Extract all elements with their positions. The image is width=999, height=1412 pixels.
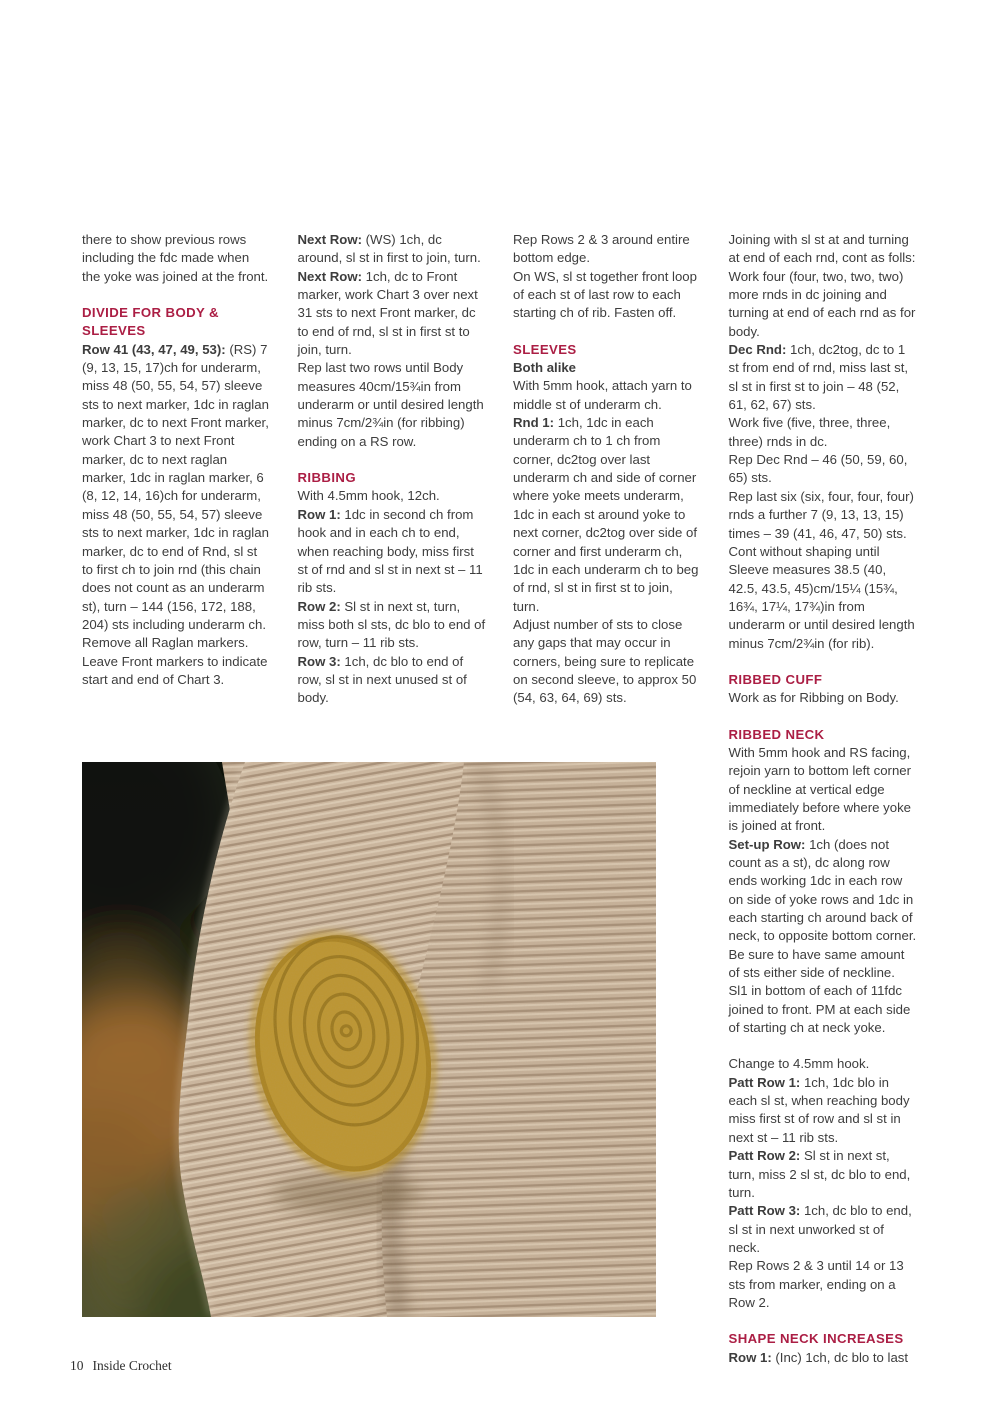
bold-run: Row 2: [297, 598, 345, 614]
text-run: With 5mm hook, attach yarn to middle st of underarm ch. [513, 378, 692, 412]
paragraph [729, 1257, 918, 1312]
text-run: (RS) 7 (9, 13, 15, 17)ch for underarm, miss 48 (50, 55, 54, 57) sleeve sts to next marker, 1dc in raglan marker, dc to next Front marker, work Chart 3 to next Front marker, dc to next raglan marker, 1dc in raglan marker, 6 (8, 12, 14, 16)ch for underarm, miss 48 (50, 55, 54, 57) sleeve sts to next marker, 1dc in raglan marker, dc to end of Rnd, sl st to first ch to join rnd (this chain does not count as an underarm st), turn – 144 (156, 172, 188, 204) sts including underarm ch. Remove all Raglan markers. Leave Front markers to indicate start and end of Chart 3. [82, 341, 269, 687]
bold-run: Row 1: [297, 506, 345, 522]
sub-heading [513, 359, 702, 377]
text-run: SHAPE NECK INCREASES [728, 1331, 904, 1347]
paragraph [513, 377, 702, 414]
paragraph [513, 268, 702, 323]
paragraph [82, 231, 271, 286]
paragraph [729, 1202, 918, 1257]
paragraph [729, 1055, 918, 1073]
bold-run: Rnd 1: [513, 415, 558, 431]
text-run: With 5mm hook and RS facing, rejoin yarn to bottom left corner of neckline at vertical edge immediately before where yoke is joined at front. [728, 744, 912, 834]
text-run: On WS, sl st together front loop of each st of last row to each starting ch of rib. Fasten off. [513, 268, 697, 321]
page-footer [70, 1358, 172, 1374]
paragraph [729, 1147, 918, 1202]
text-run: 1ch, 1dc blo in each sl st, when reaching body miss first st of row and sl st in next st – 11 rib sts. [728, 1074, 910, 1145]
paragraph [298, 598, 487, 653]
section-heading [729, 726, 918, 744]
text-run: Rep Rows 2 & 3 until 14 or 13 sts from marker, ending on a Row 2. [728, 1258, 904, 1310]
text-run: there to show previous rows including the fdc made when the yoke was joined at the front. [82, 232, 269, 284]
paragraph [513, 231, 702, 268]
text-run: Sl st in next st, turn, miss both sl sts, dc blo to end of row, turn – 11 rib sts. [297, 598, 486, 651]
text-run: Change to 4.5mm hook. [728, 1056, 870, 1072]
paragraph [729, 543, 918, 653]
text-run: (WS) 1ch, dc around, sl st in first to join, turn. [297, 232, 481, 266]
text-run: Adjust number of sts to close any gaps that may occur in corners, being sure to replicate on second sleeve, to approx 50 (54, 63, 64, 69) sts. [513, 616, 697, 706]
page-number: 10 [70, 1358, 84, 1373]
paragraph [729, 689, 918, 707]
text-run: DIVIDE FOR BODY & SLEEVES [82, 305, 219, 339]
paragraph [298, 506, 487, 598]
section-heading [82, 304, 271, 341]
paragraph [298, 231, 487, 268]
paragraph [729, 836, 918, 1038]
text-run: SLEEVES [513, 341, 577, 357]
text-run: 1ch (does not count as a st), dc along row ends working 1dc in each row on side of yoke rows and 1dc in each starting ch around back of neck, to opposite bottom corner. Be sure to have same amount of sts either side of neckline. Sl1 in bottom of each of 11fdc joined to front. PM at each side of starting ch at neck yoke. [728, 836, 917, 1036]
section-heading [729, 671, 918, 689]
text-run: Cont without shaping until Sleeve measures 38.5 (40, 42.5, 43.5, 45)cm/15¼ (15¾, 16¾, 17¼, 17¾)in from underarm or until desired length minus 7cm/2¾in (for rib). [728, 543, 915, 651]
text-run: 1ch, dc blo to end of row, sl st in next unused st of body. [297, 653, 467, 706]
text-run: Joining with sl st at and turning at end of each rnd, cont as folls: Work four (four, two, two, two) more rnds in dc joining and turning at end of each rnd as for body. [728, 232, 916, 339]
text-run: Work as for Ribbing on Body. [728, 690, 899, 706]
text-run: Rep Rows 2 & 3 around entire bottom edge. [513, 232, 690, 266]
bold-run: Next Row: [297, 232, 366, 247]
bold-run: Row 41 (43, 47, 49, 53): [82, 341, 230, 357]
bold-run: Set-up Row: [728, 836, 810, 852]
text-run: (Inc) 1ch, dc blo to last [775, 1349, 909, 1365]
text-run: 1ch, dc blo to end, sl st in next unworked st of neck. [728, 1203, 912, 1255]
section-heading [729, 1330, 918, 1348]
sweater-photo [82, 762, 656, 1317]
text-run: 1dc in second ch from hook and in each ch to end, when reaching body, miss first st of rnd and sl st in next st – 11 rib sts. [297, 506, 483, 596]
paragraph [729, 488, 918, 543]
text-run: Rep last six (six, four, four, four) rnds a further 7 (9, 13, 13, 15) times – 39 (41, 46, 47, 50) sts. [728, 488, 914, 541]
bold-run: Next Row: [297, 268, 366, 284]
text-run: RIBBED NECK [728, 726, 825, 742]
paragraph [729, 1349, 918, 1367]
bold-run: Dec Rnd: [728, 342, 791, 358]
bold-run: Patt Row 2: [728, 1148, 804, 1164]
text-run: Both alike [513, 360, 577, 376]
paragraph [513, 616, 702, 708]
column-4 [729, 231, 918, 1367]
paragraph [729, 1074, 918, 1147]
paragraph [729, 231, 918, 341]
paragraph [298, 359, 487, 451]
bold-run: Patt Row 1: [728, 1074, 804, 1090]
text-run: Sl st in next st, turn, miss 2 sl st, dc blo to end, turn. [728, 1148, 911, 1200]
sweater-photo-art [82, 762, 656, 1317]
magazine-title: Inside Crochet [92, 1358, 172, 1373]
paragraph [729, 341, 918, 414]
text-run: RIBBED CUFF [728, 671, 823, 687]
text-run: With 4.5mm hook, 12ch. [297, 488, 440, 504]
section-heading [513, 341, 702, 359]
section-heading [298, 469, 487, 487]
paragraph [298, 487, 487, 505]
paragraph [729, 414, 918, 451]
bold-run: Patt Row 3: [728, 1203, 804, 1219]
bold-run: Row 3: [297, 653, 345, 669]
text-run: 1ch, dc2tog, dc to 1 st from end of rnd, miss last st, sl st in first st to join – 48 (52, 61, 62, 67) sts. [728, 342, 909, 413]
text-run: 1ch, dc to Front marker, work Chart 3 over next 31 sts to next Front marker, dc to end of rnd, sl st in first st to join, turn. [297, 268, 478, 358]
text-run: Rep last two rows until Body measures 40cm/15¾in from underarm or until desired length minus 7cm/2¾in (for ribbing) ending on a RS row. [297, 360, 484, 449]
paragraph [298, 268, 487, 360]
text-run: 1ch, 1dc in each underarm ch to 1 ch from corner, dc2tog over last underarm ch and side of corner where yoke meets underarm, 1dc in each st around yoke to next corner, dc2tog over side of corner and first underarm ch, 1dc in each underarm ch to beg of rnd, sl st in first st to join, turn. [513, 415, 699, 614]
text-run: RIBBING [297, 470, 356, 486]
paragraph [82, 341, 271, 690]
paragraph [513, 414, 702, 616]
bold-run: Row 1: [728, 1349, 776, 1365]
paragraph [298, 653, 487, 708]
paragraph [729, 451, 918, 488]
text-run: Work five (five, three, three, three) rnds in dc. [728, 415, 891, 449]
paragraph [729, 744, 918, 836]
text-run: Rep Dec Rnd – 46 (50, 59, 60, 65) sts. [728, 452, 908, 486]
